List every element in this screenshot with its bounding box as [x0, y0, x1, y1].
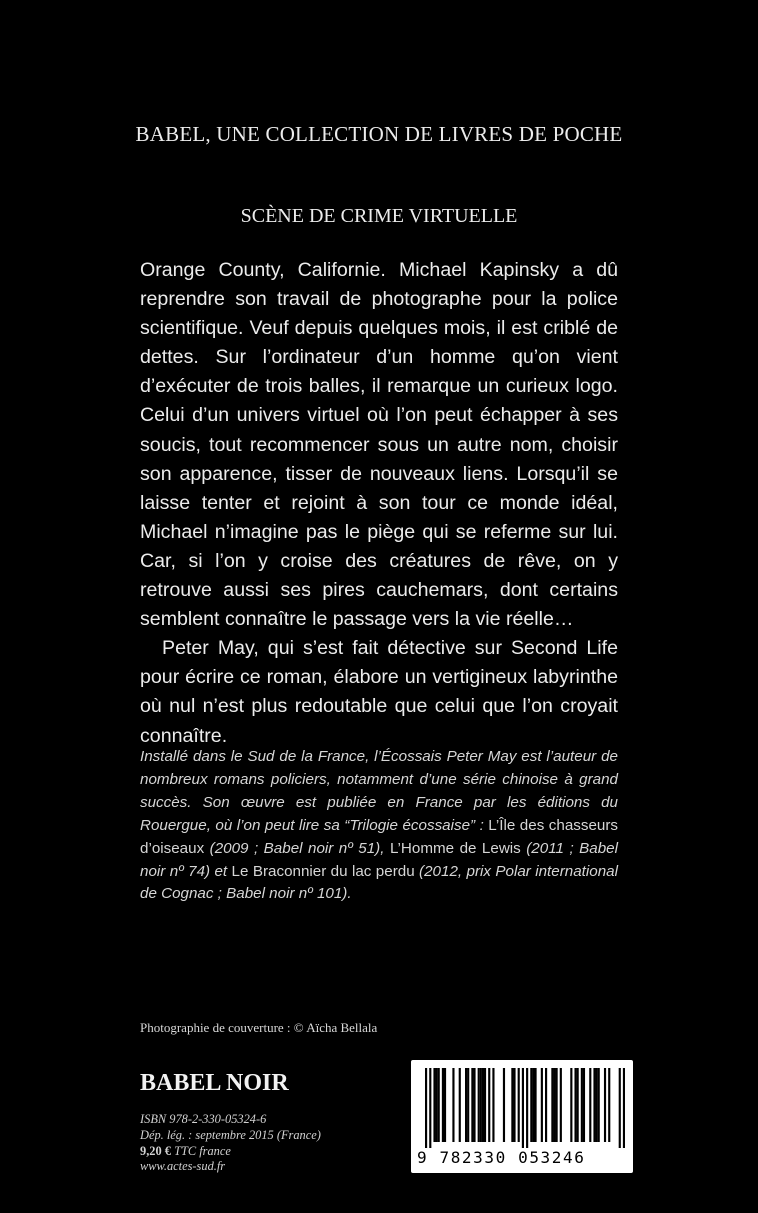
barcode: [411, 1060, 633, 1173]
barcode-bar: [452, 1068, 454, 1142]
barcode-bar: [471, 1068, 473, 1142]
price-amount: 9,20 €: [140, 1143, 171, 1158]
barcode-bar: [442, 1068, 444, 1142]
photo-credit: Photographie de couverture : © Aïcha Bellala: [140, 1020, 378, 1035]
barcode-bar: [467, 1068, 469, 1142]
barcode-bar: [545, 1068, 547, 1142]
legal-info: [140, 1112, 321, 1175]
price-line: [140, 1144, 321, 1160]
depot-legal-line: Dép. lég. : septembre 2015 (France): [140, 1127, 321, 1142]
barcode-bar: [596, 1068, 598, 1142]
barcode-bars: [425, 1068, 625, 1148]
barcode-digits: 9 782330 053246: [417, 1148, 586, 1167]
barcode-bar: [589, 1068, 591, 1142]
barcode-bar: [570, 1068, 572, 1142]
summary-paragraph-1: Orange County, Californie. Michael Kapinsky a dû reprendre son travail de photographe pour la police scientifique. Veuf depuis quelques mois, il est criblé de dettes. Sur l’ordinateur d’un homme qu’on vient d’exécuter de trois balles, il remarque un curieux logo. Celui d’un univers virtuel où l’on peut échapper à ses soucis, tout recommencer sous un autre nom, choisir son apparence, tisser de nouveaux liens. Lorsqu’il se laisse tenter et rejoint à son tour ce monde idéal, Michael n’imagine pas le piège qui se referme sur lui. Car, si l’on y croise des créatures de rêve, on y retrouve aussi ses pires cauchemars, dont certains semblent connaître le passage vers la vie réelle…: [140, 259, 618, 631]
price-suffix: TTC france: [170, 1143, 231, 1158]
author-bio: [140, 746, 618, 906]
barcode-guard-bar: [623, 1068, 625, 1148]
summary-paragraph-2: Peter May, qui s’est fait détective sur Second Life pour écrire ce roman, élabore un vertigineux labyrinthe où nul n’est plus redoutable que celui que l’on croyait connaître.: [140, 637, 618, 747]
barcode-bar: [511, 1068, 513, 1142]
bio-text-2: (2009 ; Babel noir nº 51),: [204, 839, 390, 857]
barcode-bar: [473, 1068, 475, 1142]
barcode-bar: [556, 1068, 558, 1142]
barcode-bar: [484, 1068, 486, 1142]
barcode-bar: [553, 1068, 555, 1142]
barcode-bar: [541, 1068, 543, 1142]
collection-heading: BABEL, UNE COLLECTION DE LIVRES DE POCHE: [135, 122, 623, 146]
bio-text-3: (2011 ; Babel noir nº 74) et: [140, 839, 618, 880]
book-summary: [140, 256, 618, 751]
barcode-bar: [465, 1068, 467, 1142]
barcode-guard-bar: [619, 1068, 621, 1148]
barcode-bar: [593, 1068, 595, 1142]
barcode-bar: [581, 1068, 583, 1142]
barcode-bar: [433, 1068, 435, 1142]
barcode-bar: [459, 1068, 461, 1142]
bio-book-1: L’Île des chasseurs d’oiseaux: [140, 816, 618, 857]
barcode-bar: [574, 1068, 576, 1142]
barcode-bar: [492, 1068, 494, 1142]
barcode-bar: [604, 1068, 606, 1142]
barcode-bar: [444, 1068, 446, 1142]
barcode-bar: [583, 1068, 585, 1142]
bio-book-2: L’Homme de Lewis: [389, 839, 521, 857]
website-line: www.actes-sud.fr: [140, 1159, 226, 1174]
barcode-bar: [503, 1068, 505, 1142]
book-title: SCÈNE DE CRIME VIRTUELLE: [240, 205, 518, 227]
bio-text-1: Installé dans le Sud de la France, l’Écossais Peter May est l’auteur de nombreux romans policiers, notamment d’une série chinoise à grand succès. Son œuvre est publiée en France par les éditions du Rouergue, où l’on peut lire sa “Trilogie écossaise” :: [140, 748, 618, 834]
barcode-bar: [478, 1068, 480, 1142]
imprint-logo: BABEL NOIR: [140, 1070, 289, 1096]
barcode-bar: [577, 1068, 579, 1142]
barcode-bar: [480, 1068, 482, 1142]
barcode-bar: [513, 1068, 515, 1142]
barcode-guard-bar: [429, 1068, 431, 1148]
barcode-bar: [551, 1068, 553, 1142]
barcode-guard-bar: [425, 1068, 427, 1148]
barcode-guard-bar: [522, 1068, 524, 1148]
barcode-bar: [530, 1068, 532, 1142]
barcode-bar: [532, 1068, 534, 1142]
barcode-bar: [608, 1068, 610, 1142]
barcode-bar: [482, 1068, 484, 1142]
barcode-guard-bar: [526, 1068, 528, 1148]
barcode-bar: [560, 1068, 562, 1142]
bio-book-3: Le Braconnier du lac perdu: [231, 862, 415, 880]
barcode-bar: [436, 1068, 438, 1142]
bio-text-4: (2012, prix Polar international de Cognac ; Babel noir nº 101).: [140, 862, 618, 903]
barcode-bar: [518, 1068, 520, 1142]
barcode-bar: [438, 1068, 440, 1142]
barcode-bar: [534, 1068, 536, 1142]
barcode-bar: [488, 1068, 490, 1142]
barcode-bar: [598, 1068, 600, 1142]
isbn-line: ISBN 978-2-330-05324-6: [140, 1112, 267, 1126]
